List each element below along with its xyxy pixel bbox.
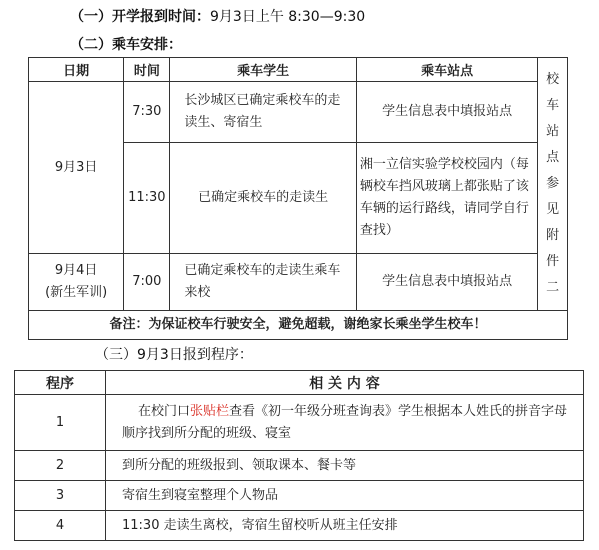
header-step: 程序 [15,371,106,395]
table-header-row [15,371,584,395]
date-cell: 9月3日 [29,82,124,254]
section1-value: 9月3日上午 8:30—9:30 [210,9,366,25]
content-highlight: 张贴栏 [190,403,230,419]
stop-cell: 湘一立信实验学校校园内（每辆校车挡风玻璃上都张贴了该车辆的运行路线，请同学自行查找） [356,143,537,254]
header-time: 时间 [124,58,170,82]
content-cell: 到所分配的班级报到、领取课本、餐卡等 [106,451,584,481]
students-cell: 已确定乘校车的走读生 [170,143,356,254]
date-line: 9月4日 [54,263,98,278]
note-cell: 备注：为保证校车行驶安全，避免超载，谢绝家长乘坐学生校车！ [29,311,568,340]
time-cell: 7:30 [124,82,170,143]
content-pre: 在校门口 [138,403,191,419]
section2-heading: （二）乘车安排： [70,37,182,53]
content-cell: 11:30 走读生离校，寄宿生留校听从班主任安排 [106,511,584,541]
step-cell: 1 [15,395,106,451]
header-content: 相 关 内 容 [106,371,584,395]
table-row [29,254,568,311]
time-cell: 11:30 [124,143,170,254]
side-note: 校车站点参见附件二 [538,58,568,311]
header-stops: 乘车站点 [356,58,537,82]
note-row [29,311,568,340]
header-students: 乘车学生 [170,58,356,82]
date-line: (新生军训) [45,285,108,300]
table-header-row [29,58,568,82]
content-cell [106,395,584,451]
table-row [29,82,568,143]
header-date: 日期 [29,58,124,82]
students-cell: 已确定乘校车的走读生乘车来校 [170,254,356,311]
section1-label: （一）开学报到时间： [70,9,210,25]
time-cell: 7:00 [124,254,170,311]
content-cell: 寄宿生到寝室整理个人物品 [106,481,584,511]
date-cell [29,254,124,311]
table-row [15,481,584,511]
students-cell: 长沙城区已确定乘校车的走读生、寄宿生 [170,82,356,143]
section1-heading [70,6,365,26]
stop-cell: 学生信息表中填报站点 [356,254,537,311]
content-post: 查看《初一年级分班查询表》学生根据本人姓氏的拼音字母顺序找到所分配的班级、寝室 [122,403,568,441]
step-cell: 3 [15,481,106,511]
stop-cell: 学生信息表中填报站点 [356,82,537,143]
table-row [15,451,584,481]
step-cell: 2 [15,451,106,481]
bus-schedule-table [28,57,568,340]
table-row [15,395,584,451]
step-cell: 4 [15,511,106,541]
table-row [15,511,584,541]
section3-heading: （三）9月3日报到程序： [95,347,253,363]
procedure-table [14,370,584,541]
